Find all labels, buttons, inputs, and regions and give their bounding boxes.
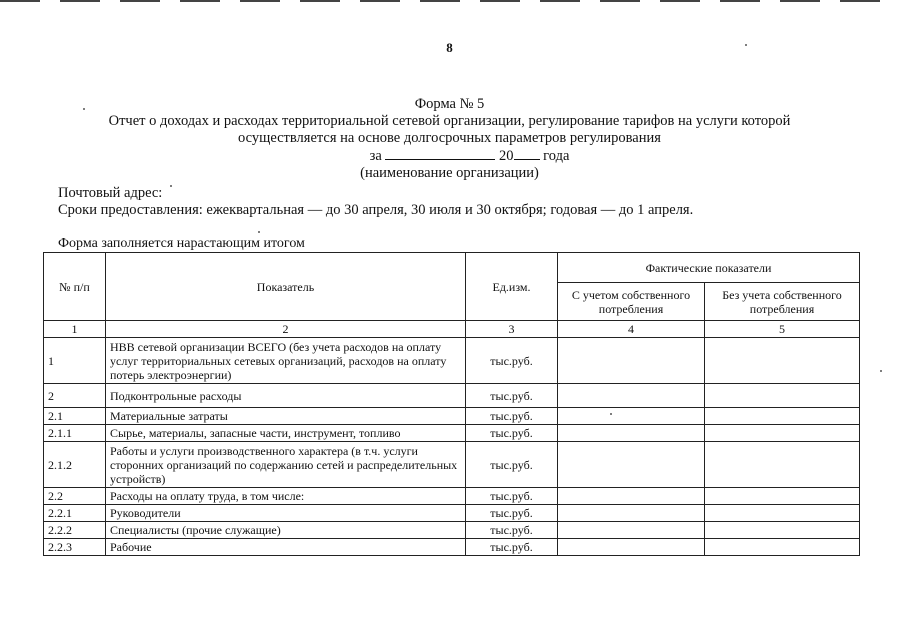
row-value-with-own[interactable] xyxy=(558,442,705,488)
table-row xyxy=(44,505,860,522)
postal-address-label: Почтовый адрес: xyxy=(58,185,163,201)
period-year-prefix: 20 xyxy=(499,148,514,164)
table-row xyxy=(44,442,860,488)
table-row xyxy=(44,522,860,539)
row-unit: тыс.руб. xyxy=(466,488,558,505)
scan-speck xyxy=(258,231,260,233)
column-number: 1 xyxy=(44,321,106,338)
column-number: 5 xyxy=(705,321,860,338)
row-value-with-own[interactable] xyxy=(558,505,705,522)
row-unit: тыс.руб. xyxy=(466,338,558,384)
row-num: 2.2.3 xyxy=(44,539,106,556)
table-row xyxy=(44,408,860,425)
row-value-without-own[interactable] xyxy=(705,505,860,522)
scan-speck xyxy=(610,413,612,415)
column-number: 2 xyxy=(106,321,466,338)
row-value-without-own[interactable] xyxy=(705,539,860,556)
header-num: № п/п xyxy=(44,253,106,321)
row-value-with-own[interactable] xyxy=(558,338,705,384)
row-value-with-own[interactable] xyxy=(558,408,705,425)
row-indicator: Материальные затраты xyxy=(106,408,466,425)
period-line xyxy=(0,147,899,165)
row-value-without-own[interactable] xyxy=(705,442,860,488)
table-row xyxy=(44,338,860,384)
row-indicator: Подконтрольные расходы xyxy=(106,384,466,408)
report-title-line-2: осуществляется на основе долгосрочных параметров регулирования xyxy=(238,130,661,146)
row-num: 1 xyxy=(44,338,106,384)
period-year-blank xyxy=(514,147,540,160)
row-value-without-own[interactable] xyxy=(705,522,860,539)
row-value-with-own[interactable] xyxy=(558,488,705,505)
row-num: 2.1.1 xyxy=(44,425,106,442)
report-title-line-1: Отчет о доходах и расходах территориальной сетевой организации, регулирование тарифов на услуги которой xyxy=(108,113,791,129)
row-num: 2.1 xyxy=(44,408,106,425)
row-num: 2.1.2 xyxy=(44,442,106,488)
table-row xyxy=(44,425,860,442)
table-row xyxy=(44,384,860,408)
header-with-own: С учетом собственного потребления xyxy=(558,283,705,321)
scan-edge-line xyxy=(0,0,899,2)
scan-speck xyxy=(880,370,882,372)
page-number: 8 xyxy=(446,40,453,55)
row-value-with-own[interactable] xyxy=(558,384,705,408)
row-num: 2 xyxy=(44,384,106,408)
row-indicator: Специалисты (прочие служащие) xyxy=(106,522,466,539)
row-value-without-own[interactable] xyxy=(705,488,860,505)
form-meta xyxy=(58,185,693,219)
row-value-without-own[interactable] xyxy=(705,425,860,442)
scan-speck xyxy=(170,185,172,187)
header-unit: Ед.изм. xyxy=(466,253,558,321)
period-suffix: года xyxy=(543,148,570,164)
row-unit: тыс.руб. xyxy=(466,442,558,488)
row-indicator: Руководители xyxy=(106,505,466,522)
row-num: 2.2.2 xyxy=(44,522,106,539)
deadlines-text: Сроки предоставления: ежеквартальная — до 30 апреля, 30 июля и 30 октября; годовая — до 1 апреля. xyxy=(58,202,694,218)
header-row-1 xyxy=(44,253,860,283)
row-num: 2.2 xyxy=(44,488,106,505)
period-prefix: за xyxy=(369,148,382,164)
row-indicator: НВВ сетевой организации ВСЕГО (без учета расходов на оплату услуг территориальных сетевых организаций, расходов на оплату потерь электроэнергии) xyxy=(106,338,466,384)
row-value-with-own[interactable] xyxy=(558,425,705,442)
row-unit: тыс.руб. xyxy=(466,505,558,522)
row-indicator: Расходы на оплату труда, в том числе: xyxy=(106,488,466,505)
scan-speck xyxy=(83,108,85,110)
row-value-with-own[interactable] xyxy=(558,522,705,539)
row-value-without-own[interactable] xyxy=(705,384,860,408)
org-name-caption: (наименование организации) xyxy=(360,165,539,181)
row-value-with-own[interactable] xyxy=(558,539,705,556)
row-num: 2.2.1 xyxy=(44,505,106,522)
row-unit: тыс.руб. xyxy=(466,539,558,556)
row-value-without-own[interactable] xyxy=(705,338,860,384)
row-indicator: Сырье, материалы, запасные части, инструмент, топливо xyxy=(106,425,466,442)
row-unit: тыс.руб. xyxy=(466,522,558,539)
row-indicator: Рабочие xyxy=(106,539,466,556)
row-value-without-own[interactable] xyxy=(705,408,860,425)
column-number-row xyxy=(44,321,860,338)
row-unit: тыс.руб. xyxy=(466,425,558,442)
row-unit: тыс.руб. xyxy=(466,408,558,425)
scan-speck xyxy=(745,44,747,46)
column-number: 3 xyxy=(466,321,558,338)
form-title: Форма № 5 xyxy=(414,96,485,112)
table-row xyxy=(44,539,860,556)
header-without-own: Без учета собственного потребления xyxy=(705,283,860,321)
column-number: 4 xyxy=(558,321,705,338)
period-blank xyxy=(385,147,495,160)
row-indicator: Работы и услуги производственного характера (в т.ч. услуги сторонних организаций по содержанию сетей и распределительных устройств) xyxy=(106,442,466,488)
report-table xyxy=(43,252,860,556)
fill-note: Форма заполняется нарастающим итогом xyxy=(58,236,305,251)
row-unit: тыс.руб. xyxy=(466,384,558,408)
header-indicator: Показатель xyxy=(106,253,466,321)
header-actual: Фактические показатели xyxy=(558,253,860,283)
table-row xyxy=(44,488,860,505)
report-header xyxy=(0,96,899,182)
